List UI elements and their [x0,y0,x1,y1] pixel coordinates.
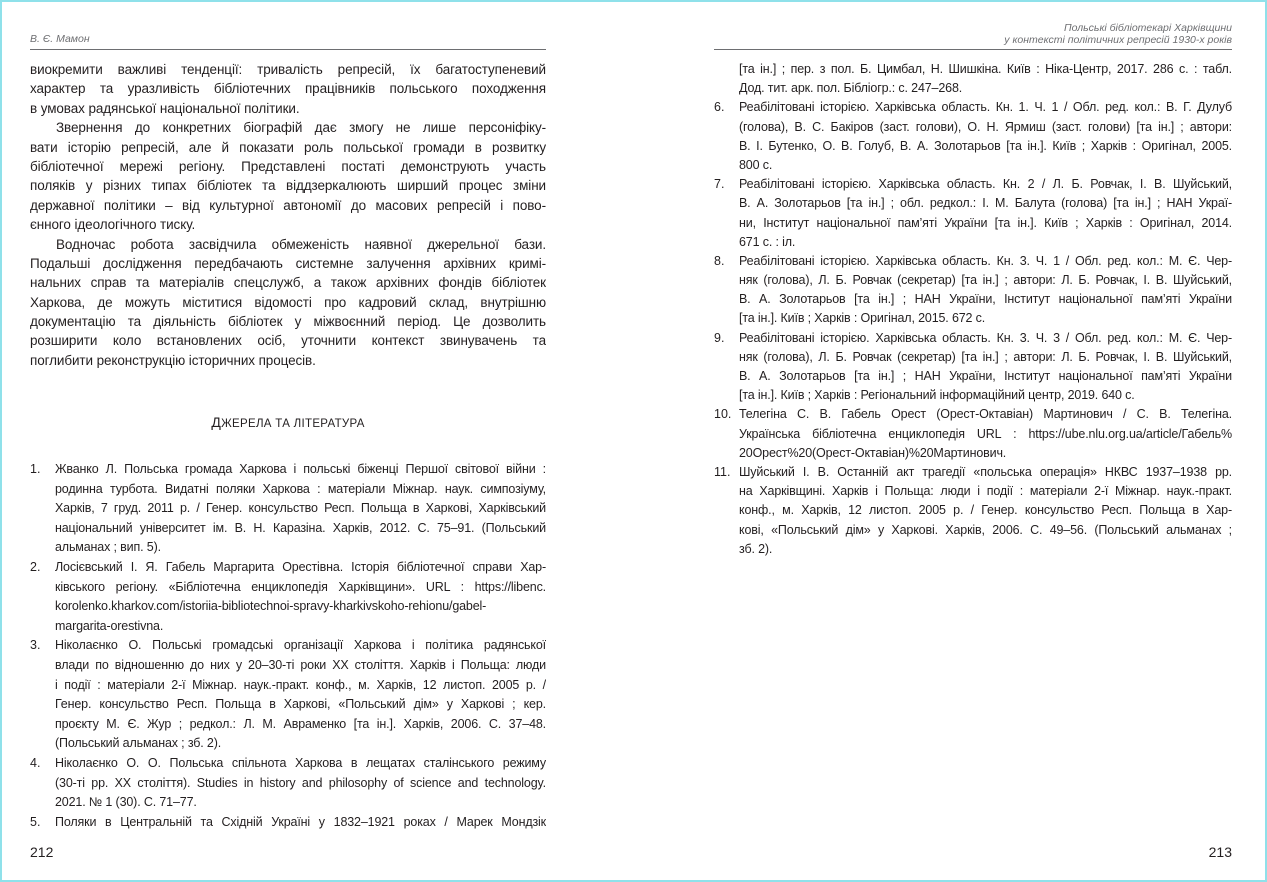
text-line: державної політики – від культурної автономії до масових репресій і пово- [30,197,546,213]
reference-item [30,813,546,833]
reference-number: 3. [30,638,41,653]
heading-rest: ЖЕРЕЛА ТА ЛІТЕРАТУРА [221,418,365,430]
text-line: Подальші дослідження передбачають системне залучення архівних кримі- [30,255,546,271]
reference-line: Реабілітовані історією. Харківська область. Кн. 2 / Л. Б. Ровчак, І. В. Шуйський, [739,177,1232,192]
reference-line: альманах ; вип. 5). [55,540,161,555]
reference-item [30,754,546,813]
reference-line: няк (голова), Л. Б. Ровчак (секретар) [та ін.] ; автори: Л. Б. Ровчак, І. В. Шуйський, [739,349,1232,364]
reference-line: Телегіна С. В. Габель Орест (Орест-Октавіан) Мартинович / С. В. Телегіна. [739,407,1232,422]
text-line: бібліотечної мережі регіону. Представлені постаті демонструють участь [30,158,546,174]
text-line: Звернення до конкретних біографій дає змогу не лише персоніфіку- [56,120,546,136]
reference-line: В. А. Золотарьов [та ін.] ; НАН України, Інститут національної пам’яті України [739,292,1232,307]
text-line: в умовах радянської національної політики. [30,100,300,116]
reference-line: конф., м. Харків, 12 листоп. 2005 р. / Генер. консульство Респ. Польща в Хар- [739,503,1232,518]
reference-item [714,175,1232,252]
text-line: документацію та діяльність бібліотек у міжвоєнний період. Це дозволить [30,314,546,330]
text-line: нальних справ та матеріалів спецслужб, а також архівних фондів бібліотек [30,275,546,291]
text-line: виокремити важливі тенденції: тривалість репресій, їх багатоступеневий [30,62,546,77]
paragraph [30,60,546,118]
reference-line: Жванко Л. Польська громада Харкова і польські біженці Першої світової війни : [55,462,546,476]
reference-line: [та ін.]. Київ ; Харків : Оригінал, 2015. 672 с. [739,311,986,326]
reference-line: (30-ті рр. ХХ століття). Studies in history and philosophy of science and technology. [55,775,546,790]
reference-line: родинна турбота. Видатні поляки Харкова : матеріали Міжнар. наук. симпозіуму, [55,481,546,496]
reference-line: 20Орест%20(Орест-Октавіан)%20Мартинович. [739,445,1007,460]
reference-line: Українська бібліотечна енциклопедія URL : https://ube.nlu.org.ua/article/Габель% [739,426,1232,441]
page-number: 213 [1208,844,1232,860]
text-line: характер та уразливість бібліотечних працівників польського походження [30,81,546,97]
running-head-title [714,22,1232,46]
reference-item [714,463,1232,559]
reference-line: ківського регіону. «Бібліотечна енциклопедія Харківщини». URL : https://libenc. [55,579,546,594]
reference-number: 5. [30,814,41,829]
reference-list [714,60,1232,559]
reference-item [30,636,546,754]
reference-item [714,329,1232,406]
reference-number: 11. [714,464,731,479]
left-page [30,0,546,882]
header-rule [714,49,1232,50]
page-number: 212 [30,844,54,860]
running-head-author: В. Є. Мамон [30,33,90,45]
reference-list [30,460,546,832]
paragraph [30,235,546,371]
reference-item [714,60,1232,98]
reference-line: Поляки в Центральній та Східній Україні у 1832–1921 роках / Марек Мондзік [55,814,546,829]
reference-line: національний університет ім. В. Н. Каразіна. Харків, 2012. С. 75–91. (Польський [55,520,546,535]
reference-line: Шуйський І. В. Останній акт трагедії «польська операція» НКВС 1937–1938 рр. [739,464,1232,479]
reference-line: korolenko.kharkov.com/istoriia-bibliotechnoi-spravy-kharkivskoho-rehionu/gabel- [55,599,487,614]
reference-number: 10. [714,407,732,422]
reference-line: (Польський альманах ; зб. 2). [55,736,222,751]
reference-line: В. І. Бутенко, О. В. Голуб, В. А. Золотарьов [та ін.]. Київ ; Харків : Оригінал, 2005. [739,138,1232,153]
reference-line: (голова), В. С. Бакіров (заст. голови), О. Н. Ярмиш (заст. голови) [та ін.] ; автори: [739,119,1232,134]
text-line: вати історію репресій, але й показати роль польської громади в розвитку [30,139,546,155]
reference-line: влади по відношенню до них у 20–30-ті роки ХХ століття. Харків і Польща: люди [55,657,546,672]
reference-number: 1. [30,462,41,476]
header-rule [30,49,546,50]
reference-line: 2021. № 1 (30). С. 71–77. [55,795,197,810]
text-line: поглибити реконструкцію історичних процесів. [30,352,316,368]
reference-line: Генер. консульство Респ. Польща в Харкові, «Польський дім» у Харкові ; кер. [55,697,546,712]
reference-line: і події : матеріали 2-ї Міжнар. наук.-практ. конф., м. Харків, 12 листоп. 2005 р. / [55,677,546,692]
reference-line: Реабілітовані історією. Харківська область. Кн. 3. Ч. 1 / Обл. ред. кол.: М. Є. Чер- [739,253,1232,268]
reference-item [714,98,1232,175]
reference-item [30,460,546,558]
reference-line: ни, Інститут національної пам’яті України [та ін.]. Київ ; Харків : Оригінал, 2014. [739,215,1232,230]
reference-item [714,405,1232,463]
reference-number: 7. [714,177,725,192]
reference-line: зб. 2). [739,541,773,556]
reference-line: 800 с. [739,157,773,172]
running-head-line1: Польські бібліотекарі Харківщини [1064,22,1232,34]
reference-line: Дод. тит. арк. пол. Бібліогр.: с. 247–268. [739,81,963,96]
running-head-line2: у контексті політичних репресій 1930-х років [1004,34,1232,46]
body-text [30,60,546,370]
reference-line: Реабілітовані історією. Харківська область. Кн. 3. Ч. 3 / Обл. ред. кол.: М. Є. Чер- [739,330,1232,345]
reference-line: [та ін.] ; пер. з пол. Б. Цимбал, Н. Шишкіна. Київ : Ніка-Центр, 2017. 286 с. : табл. [739,62,1232,76]
reference-line: Харків, 7 груд. 2011 р. / Генер. консульство Респ. Польща в Харкові, Харківський [55,501,546,516]
reference-number: 9. [714,330,725,345]
reference-item [714,252,1232,329]
reference-line: Реабілітовані історією. Харківська область. Кн. 1. Ч. 1 / Обл. ред. кол.: В. Г. Дулуб [739,100,1232,115]
reference-line: В. А. Золотарьов [та ін.] ; обл. редкол.: І. М. Балута (голова) [та ін.] ; НАН Украї- [739,196,1232,211]
reference-line: margarita-orestivna. [55,618,164,633]
reference-number: 8. [714,253,725,268]
reference-line: няк (голова), Л. Б. Ровчак (секретар) [та ін.] ; автори: Л. Б. Ровчак, І. В. Шуйський, [739,273,1232,288]
reference-line: проєкту М. Є. Жур ; редкол.: Л. М. Авраменко [та ін.]. Харків, 2006. С. 37–48. [55,716,546,731]
text-line: поляків у різних типах бібліотек та віддзеркалюють ширший процес зміни [30,178,546,194]
text-line: Харкова, де можуть міститися відомості про кадровий склад, внутрішню [30,294,546,310]
reference-line: Ніколаєнко О. О. Польська спільнота Харкова в лещатах сталінського режиму [55,755,546,770]
text-line: Водночас робота засвідчила обмеженість наявної джерельної бази. [56,236,546,252]
reference-line: [та ін.]. Київ ; Харків : Регіональний інформаційний центр, 2019. 640 с. [739,388,1135,403]
reference-item [30,558,546,636]
text-line: єнного ідеологічного тиску. [30,217,196,233]
reference-line: Ніколаєнко О. Польські громадські організації Харкова і політика радянської [55,638,546,653]
paragraph [30,118,546,234]
text-line: розширити коло встановлених осіб, уточнити контекст звинувачень та [30,333,546,349]
right-page [714,0,1232,882]
reference-number: 2. [30,559,41,574]
reference-line: В. А. Золотарьов [та ін.] ; НАН України, Інститут національної пам’яті України [739,369,1232,383]
heading-initial: Д [211,414,222,430]
reference-number: 6. [714,100,725,115]
reference-number: 4. [30,755,41,770]
reference-line: кові, «Польський дім» у Харкові. Харків, 2006. С. 49–56. (Польський альманах ; [739,522,1232,537]
reference-line: Лосієвський І. Я. Габель Маргарита Орестівна. Історія бібліотечної справи Хар- [55,559,546,574]
reference-line: 671 с. : іл. [739,234,796,249]
reference-line: на Харківщині. Харків і Польща: люди і події : матеріали 2-ї Міжнар. наук.-практ. [739,484,1232,499]
section-heading [30,412,546,434]
